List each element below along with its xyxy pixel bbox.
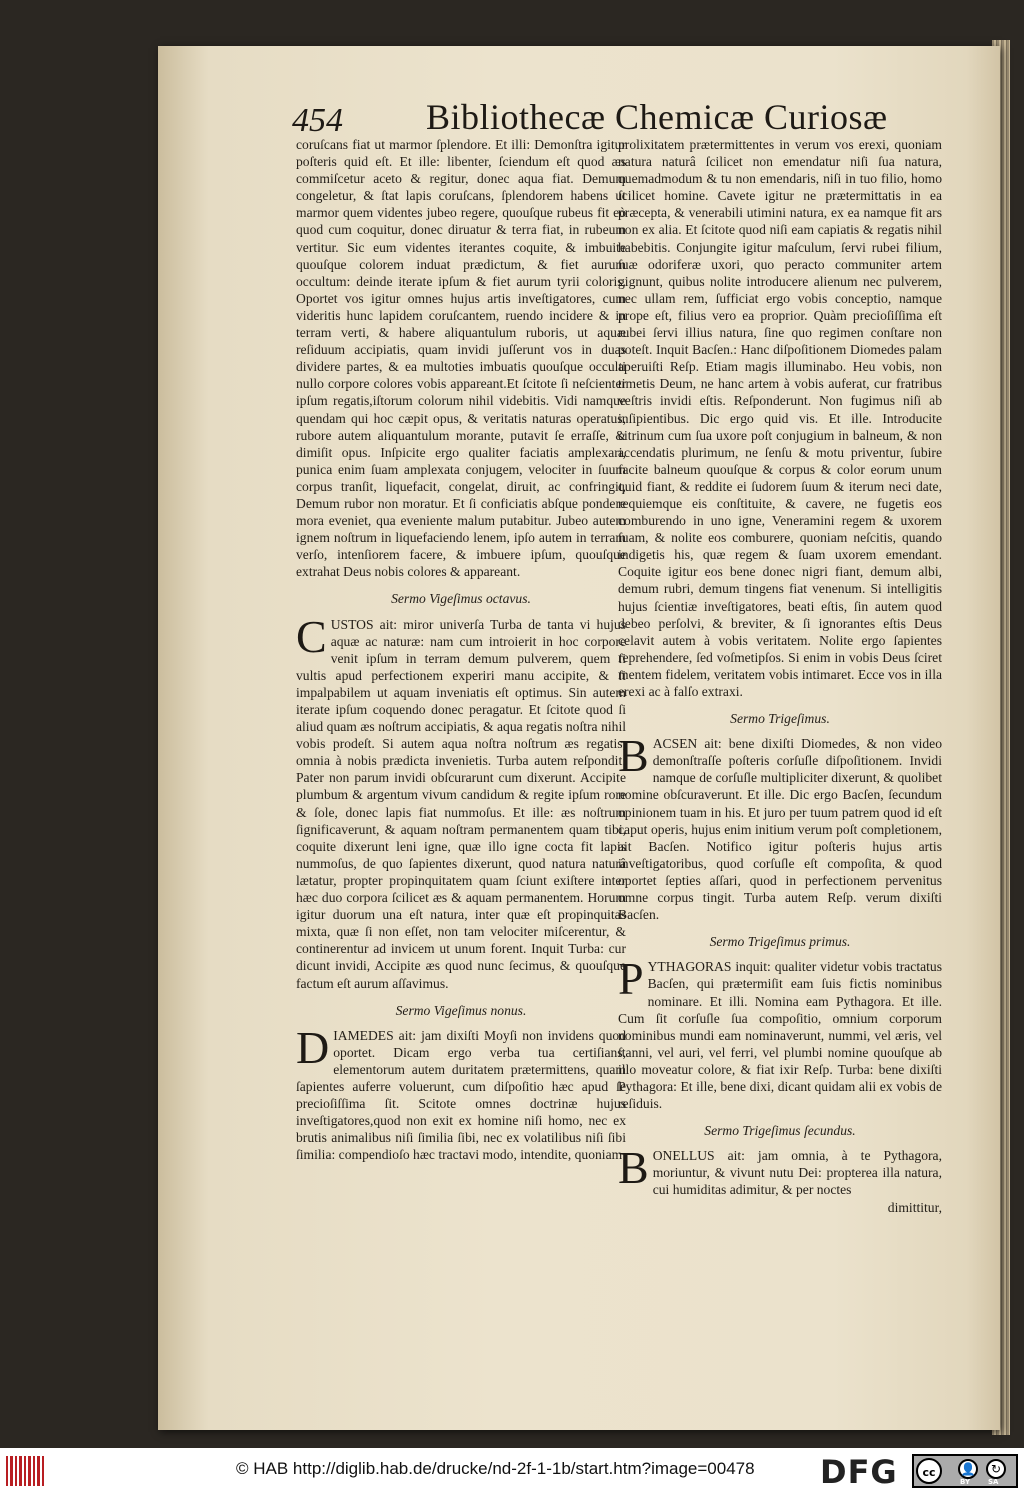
running-title: Bibliothecæ Chemicæ Curiosæ bbox=[426, 97, 888, 137]
drop-cap: B bbox=[618, 1142, 649, 1194]
by-label: BY bbox=[960, 1478, 971, 1486]
attribution-icon: 👤 bbox=[958, 1459, 978, 1479]
footer-bar bbox=[0, 1448, 1024, 1493]
paragraph-text: ACSEN ait: bene dixiſti Diomedes, & non video demonſtraſſe poſteris corſuſle diſpoſitionem. Invidi namque de corſuſle multipliciter dixerunt, & quolibet nomine obſcuraverunt. Et ille. Dic ergo Bacſen, ſecundum opinionem tuam in his. Et juro per tuum patrem quod id eſt caput operis, hujus enim initium verum poſt completionem, ait Bacſen. Notifico igitur poſteris hujus artis inveſtigatoribus, quod corſuſle eſt compoſita, & quod oportet ſepties aſſari, quod in perfectionem pervenitus omne corpus tingit. Turba autem Reſp. verum dixiſti Bacſen. bbox=[618, 736, 942, 923]
paragraph bbox=[618, 953, 942, 1112]
cc-license-badge[interactable] bbox=[912, 1454, 1018, 1488]
paragraph-text: ONELLUS ait: jam omnia, à te Pythagora, moriuntur, & vivunt nutu Dei: propterea illa natura, cui humiditas adimitur, & per noctes bbox=[652, 1148, 942, 1198]
paragraph: coruſcans fiat ut marmor ſplendore. Et illi: Demonſtra igitur poſteris quid eſt. Et ille: libenter, ſciendum eſt quod æs commiſcetur aceto & regitur, donec aqua fiat. Demum congeletur, & ſtat lapis coruſcans, ſplendorem habens ut marmor quem videntes jubeo regere, quouſque rubeus fit eò quod cum coquitur, donec diruatur & terra fiat, in rubeum vertitur. Sic eum videntes iterantes coquite, & imbuite quouſque colorem induat prædictum, & fiet aurum occultum: deinde iterate ipſum & fiet aurum tyrii coloris. Oportet vos igitur omnes hujus artis inveſtigatores, cum videritis hunc lapidem coruſcantem, ruendo incidere & in terram verti, & habere aliquantulum ruboris, ut aquæ reſiduum accipiatis, quam invidi juſſerunt vos in duas dividere partes, & ea multoties imbuatis quouſque occulti nullo corpore colores vobis appareant.Et ſcitote ſi neſcienter ipſum regatis,iſtorum colorum nihil videbitis. Vidi namque quendam qui hoc cæpit opus, & veritatis naturas operatus, rubore autem aliquantulum morante, putavit ſe erraſſe, & dimiſit opus. Inſpicite ergo qualiter faciatis amplexari, punica enim ſuam amplexata conjugem, velociter in ſuum corpus tranſit, liquefacit, congelat, diruit, ac confringit, Demum rubor non moratur. Et ſi conficiatis abſque pondere mora eveniet, qua eveniente malum putabitur. Jubeo autem ignem noſtrum in liquefaciendo lenem, ipſo autem in terram verſo, intenſiorem facere, & imbuere ipſum, quouſque extrahat Deus nobis colores & appareant. bbox=[296, 137, 626, 580]
paragraph-text: USTOS ait: miror univerſa Turba de tanta vi hujus aquæ ac naturæ: nam cum introierit in hoc corpore venit ipſum in terram demum pulverem, quem ſi vultis apud perfectionem experiri manu accipite, & ſi impalpabilem ut aquam inveniatis eſt optimus. Sin autem iterate ipſum coquendo donec peragatur. Et ſcitote quod ſi aliud quam æs noſtrum accipiatis, & aqua regatis noſtra nihil vobis prodeſt. Si autem aqua noſtra noſtrum æs regatis, omnia à nobis prædicta invenietis. Turba autem reſpondit: Pater non parum invidi obſcurarunt cum dixerunt. Accipite plumbum & argentum vivum candidum & regite ipſum rore & ſole, donec lapis fiat nummoſus. Et ille: æs noſtrum ſignificaverunt, & aquam noſtram permanentem quam tibi, coquite dixerunt leni igne, quæ illo igne cocta fit lapis nummoſus, de quo ſapientes dixerunt, quod natura naturâ lætatur, propter propinquitatem quam ſciunt exiſtere inter hæc duo corpora ſcilicet æs & aquam permanentem. Horum igitur duorum una eſt natura, inter quæ eſt propinquitas mixta, quæ ſi non eſſet, non tam velociter miſcerentur, & continerentur ad invicem ut unum forent. Inquit Turba: cur dicunt invidi, Accipite æs quod nunc ſecimus, & quouſque factum eſt aurum aſſavimus. bbox=[296, 616, 626, 991]
section-heading: Sermo Trigeſimus. bbox=[730, 711, 830, 727]
library-barcode-icon bbox=[6, 1456, 44, 1486]
right-text-column bbox=[618, 136, 942, 1216]
paragraph bbox=[618, 1142, 942, 1198]
citation-link[interactable]: © HAB http://diglib.hab.de/drucke/nd-2f-1-1b/start.htm?image=00478 bbox=[236, 1459, 755, 1478]
left-text-column bbox=[296, 136, 626, 1163]
paragraph bbox=[296, 610, 626, 992]
drop-cap: B bbox=[618, 730, 649, 782]
paragraph-text: IAMEDES ait: jam dixiſti Moyſi non invidens quod oportet. Dicam ergo verba tua certiſians, elementorum autem duritatem prætermittens, quam ſapientes auferre voluerunt, cum diſpoſitio hæc apud ſe precioſiſſima ſit. Scitote omnes doctrinæ hujus inveſtigatores,quod non exit ex homine niſi homo, nec ex brutis animalibus niſi ſimilia ſibi, nec ex volatilibus niſi ſibi ſimilia: compendioſo hæc tractavi modo, intendite, quoniam bbox=[296, 1027, 626, 1163]
drop-cap: D bbox=[296, 1021, 330, 1073]
cc-icon: cc bbox=[916, 1458, 942, 1484]
paragraph bbox=[618, 730, 942, 923]
sa-label: SA bbox=[988, 1478, 999, 1486]
catchword: dimittitur, bbox=[887, 1199, 942, 1215]
paragraph bbox=[296, 1021, 626, 1164]
paragraph: prolixitatem prætermittentes in verum vos erexi, quoniam natura naturâ ſcilicet non emendatur niſi ſua natura, quemadmodum & tu non emendaris, niſi in tuo filio, homo ſcilicet homine. Cavete igitur ne prætermittatis in ea præcepta, & venerabili utimini natura, ex ea namque fit ars non ex alia. Et ſcitote quod niſi eam capiatis & regatis nihil habebitis. Conjungite igitur maſculum, ſervi rubei filium, ſuæ odoriferæ uxori, quo peracto communiter artem gignunt, quibus nolite introducere alienum nec pulverem, nec ullam rem, ſufficiat ergo vobis conceptio, namque prope eſt, filius vero ea proprior. Quàm precioſiſſima eſt rubei ſervi illius natura, ſine quo regimen conſtare non poteſt. Inquit Bacſen.: Hanc diſpoſitionem Diomedes palam aperuiſti Reſp. Etiam magis illuminabo. Heu vobis, non timetis Deum, ne hanc artem à vobis auferat, cur fratribus veſtris invidi eſtis. Reſponderunt. Non fugimus niſi ab inſipientibus. Dic ergo quid vis. Et ille. Introducite citrinum cum ſua uxore poſt conjugium in balneum, & non accendatis plurimum, ne ſenſu & motu priventur, ſubire facite balneum quouſque & corpus & color eorum unum quid fiant, & reddite ei ſudorem ſuum & iterum neci date, requiemque eis conſtituite, & cavere, ne fugetis eos comburendo in uno igne, Veneramini regem & uxorem ſuam, & nolite eos comburere, quoniam neſcitis, quando indigetis his, quæ regem & ſuam uxorem emendant. Coquite igitur eos bene donec nigri fiant, demum albi, demum rubri, demum tingens fiat venenum. Si intelligitis hujus ſcientiæ inveſtigatores, beati eſtis, ſin autem quod debeo perſolvi, & breviter, & ſi ignorantes eſtis Deus celavit autem à vobis veritatem. Nolite ergo ſapientes reprehendere, ſed voſmetipſos. Si enim in vobis Deus ſciret mentem fidelem, veritatem vobis intimaret. Ecce vos in illa erexi ac à falſo extraxi. bbox=[618, 137, 942, 699]
section-heading: Sermo Trigeſimus ſecundus. bbox=[704, 1123, 856, 1139]
section-heading: Sermo Vigeſimus nonus. bbox=[395, 1002, 527, 1018]
book-page bbox=[158, 46, 1000, 1430]
drop-cap: C bbox=[296, 610, 327, 662]
dfg-logo: DFG bbox=[820, 1453, 898, 1491]
section-heading: Sermo Trigeſimus primus. bbox=[709, 934, 851, 950]
page-number: 454 bbox=[292, 102, 343, 139]
drop-cap: P bbox=[618, 953, 644, 1005]
section-heading: Sermo Vigeſimus octavus. bbox=[391, 591, 531, 607]
paragraph-text: YTHAGORAS inquit: qualiter videtur vobis tractatus Bacſen, qui prætermiſit eam ſuis fictis nominibus nominare. Et illi. Nomina eam Pythagora. Et ille. Cum ſit corſuſle ſua compoſitio, omnium corporum nominibus mundi eam nominaverunt, nummi, vel æris, vel ſtanni, vel auri, vel ferri, vel plumbi nomine quouſque ab illo moveatur colore, & fiat ixir Reſp. Turba: bene dixiſti Pythagora: Et ille, bene dixi, dicant quidam alii ex vobis de reſiduis. bbox=[618, 959, 942, 1112]
share-alike-icon: ↻ bbox=[986, 1459, 1006, 1479]
